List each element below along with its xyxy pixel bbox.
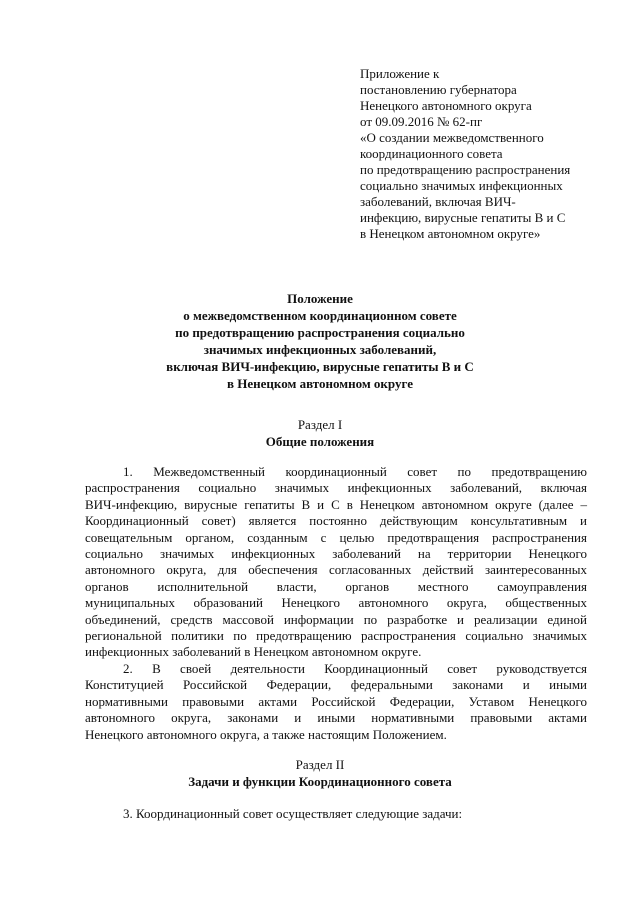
section-1-header (60, 416, 580, 450)
paragraph-line: социально значимых инфекционных заболеваний на территории Ненецкого (85, 546, 587, 562)
paragraph-line: Координационный совет) является постоянно действующим консультативным и (85, 513, 587, 529)
paragraph-line: инфекционных заболеваний в Ненецком автономном округе. (85, 644, 422, 660)
paragraph-line: 2. В своей деятельности Координационный совет руководствуется (123, 661, 587, 676)
section-2-header (60, 756, 580, 790)
annex-line: заболеваний, включая ВИЧ- (360, 194, 516, 209)
annex-line: Ненецкого автономного округа (360, 98, 532, 113)
paragraph-line: совещательным органом, созданным с целью предотвращения распространения (85, 529, 587, 545)
paragraph-line: региональной политики по предотвращению распространения социально значимых (85, 628, 587, 644)
paragraph-line: Конституцией Российской Федерации, федеральными законами и иными (85, 677, 587, 693)
paragraph-line: автономного округа, для обеспечения согласованных действий заинтересованных (85, 562, 587, 578)
title-line: в Ненецком автономном округе (227, 376, 413, 391)
paragraph-line: муниципальных образований Ненецкого автономного округа, общественных (85, 595, 587, 611)
annex-line: социально значимых инфекционных (360, 178, 563, 193)
title-line: значимых инфекционных заболеваний, (203, 342, 437, 357)
paragraph-line: нормативными правовыми актами Российской Федерации, Уставом Ненецкого (85, 693, 587, 709)
document-title (60, 290, 580, 392)
section-heading: Общие положения (265, 434, 375, 449)
title-line: по предотвращению распространения социально (175, 325, 465, 340)
title-line: о межведомственном координационном совете (183, 308, 457, 323)
paragraph-line: объединений, средств массовой информации по разработке и реализации единой (85, 611, 587, 627)
section-heading: Задачи и функции Координационного совета (188, 774, 452, 789)
annex-line: в Ненецком автономном округе» (360, 226, 541, 241)
annex-line: Приложение к (360, 66, 440, 81)
annex-line: по предотвращению распространения (360, 162, 571, 177)
paragraph-line: распространения социально значимых инфекционных заболеваний, включая (85, 480, 587, 496)
paragraph-line: Ненецкого автономного округа, а также настоящим Положением. (85, 726, 447, 742)
annex-line: «О создании межведомственного (360, 130, 544, 145)
paragraph-3 (85, 806, 587, 822)
title-line: Положение (287, 291, 353, 306)
paragraph-line: автономного округа, законами и иными нормативными правовыми актами (85, 710, 587, 726)
section-number: Раздел II (295, 757, 345, 772)
section-number: Раздел I (297, 417, 343, 432)
paragraph-1 (85, 464, 587, 661)
paragraph-2 (85, 661, 587, 743)
annex-header (360, 66, 620, 242)
title-line: включая ВИЧ-инфекцию, вирусные гепатиты В и С (166, 359, 474, 374)
annex-line: от 09.09.2016 № 62-пг (360, 114, 483, 129)
paragraph-line: ВИЧ-инфекцию, вирусные гепатиты В и С в Ненецком автономном округе (далее – (85, 496, 587, 512)
annex-line: инфекцию, вирусные гепатиты В и С (360, 210, 566, 225)
paragraph-line: 3. Координационный совет осуществляет следующие задачи: (123, 806, 463, 821)
paragraph-line: 1. Межведомственный координационный совет по предотвращению (123, 464, 587, 479)
annex-line: постановлению губернатора (360, 82, 517, 97)
paragraph-line: органов исполнительной власти, органов местного самоуправления (85, 578, 587, 594)
annex-line: координационного совета (360, 146, 503, 161)
